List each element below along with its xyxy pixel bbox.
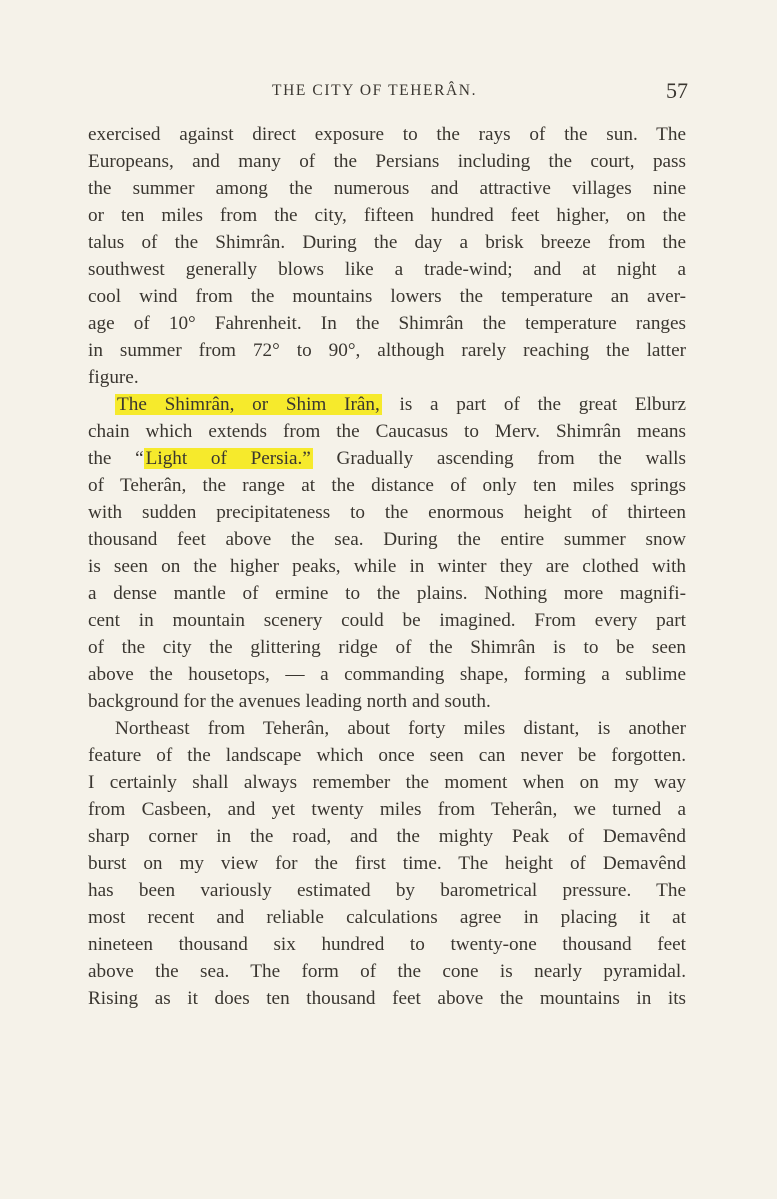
text-line: sharp corner in the road, and the mighty Peak of Demavênd <box>88 826 686 847</box>
text-line: Rising as it does ten thousand feet above the mountains in its <box>88 988 686 1009</box>
paragraph-3 <box>88 715 686 1012</box>
text-line: exercised against direct exposure to the rays of the sun. The <box>88 124 686 145</box>
text-line <box>88 391 686 418</box>
text-line: above the housetops, — a commanding shape, forming a sublime <box>88 664 686 685</box>
text-span: is a part of the great Elburz <box>381 394 686 415</box>
text-line: Northeast from Teherân, about forty miles distant, is another <box>115 718 686 739</box>
highlighted-text: The Shimrân, or Shim Irân, <box>117 394 380 415</box>
text-line: nineteen thousand six hundred to twenty-one thousand feet <box>88 934 686 955</box>
text-line: Europeans, and many of the Persians including the court, pass <box>88 151 686 172</box>
running-title: THE CITY OF TEHERÂN. <box>272 82 478 99</box>
text-line: age of 10° Fahrenheit. In the Shimrân the temperature ranges <box>88 313 686 334</box>
text-span: Gradually ascending from the walls <box>312 448 686 469</box>
text-line: of Teherân, the range at the distance of only ten miles springs <box>88 475 686 496</box>
page-number: 57 <box>666 78 688 103</box>
text-line: the summer among the numerous and attractive villages nine <box>88 178 686 199</box>
text-line: background for the avenues leading north and south. <box>88 691 491 712</box>
text-line: a dense mantle of ermine to the plains. Nothing more magnifi- <box>88 583 686 604</box>
text-line: above the sea. The form of the cone is nearly pyramidal. <box>88 961 686 982</box>
text-line: or ten miles from the city, fifteen hundred feet higher, on the <box>88 205 686 226</box>
text-line: most recent and reliable calculations agree in placing it at <box>88 907 686 928</box>
text-line: cool wind from the mountains lowers the temperature an aver- <box>88 286 686 307</box>
text-line: feature of the landscape which once seen can never be forgotten. <box>88 745 686 766</box>
text-span: the “ <box>88 448 144 469</box>
text-line: burst on my view for the first time. The height of Demavênd <box>88 853 686 874</box>
paragraph-1 <box>88 121 686 391</box>
body-text <box>88 121 686 1012</box>
highlighted-text: Light of Persia.” <box>145 448 311 469</box>
text-line <box>88 445 686 472</box>
text-line: is seen on the higher peaks, while in winter they are clothed with <box>88 556 686 577</box>
text-line: talus of the Shimrân. During the day a brisk breeze from the <box>88 232 686 253</box>
text-line: has been variously estimated by barometrical pressure. The <box>88 880 686 901</box>
text-line: southwest generally blows like a trade-wind; and at night a <box>88 259 686 280</box>
text-line: thousand feet above the sea. During the entire summer snow <box>88 529 686 550</box>
text-line: from Casbeen, and yet twenty miles from Teherân, we turned a <box>88 799 686 820</box>
text-line: I certainly shall always remember the moment when on my way <box>88 772 686 793</box>
text-line: in summer from 72° to 90°, although rarely reaching the latter <box>88 340 686 361</box>
running-head <box>88 78 688 108</box>
text-line: with sudden precipitateness to the enormous height of thirteen <box>88 502 686 523</box>
text-line: of the city the glittering ridge of the Shimrân is to be seen <box>88 637 686 658</box>
text-line: chain which extends from the Caucasus to Merv. Shimrân means <box>88 421 686 442</box>
text-line: cent in mountain scenery could be imagined. From every part <box>88 610 686 631</box>
paragraph-2 <box>88 391 686 715</box>
text-line: figure. <box>88 367 139 388</box>
